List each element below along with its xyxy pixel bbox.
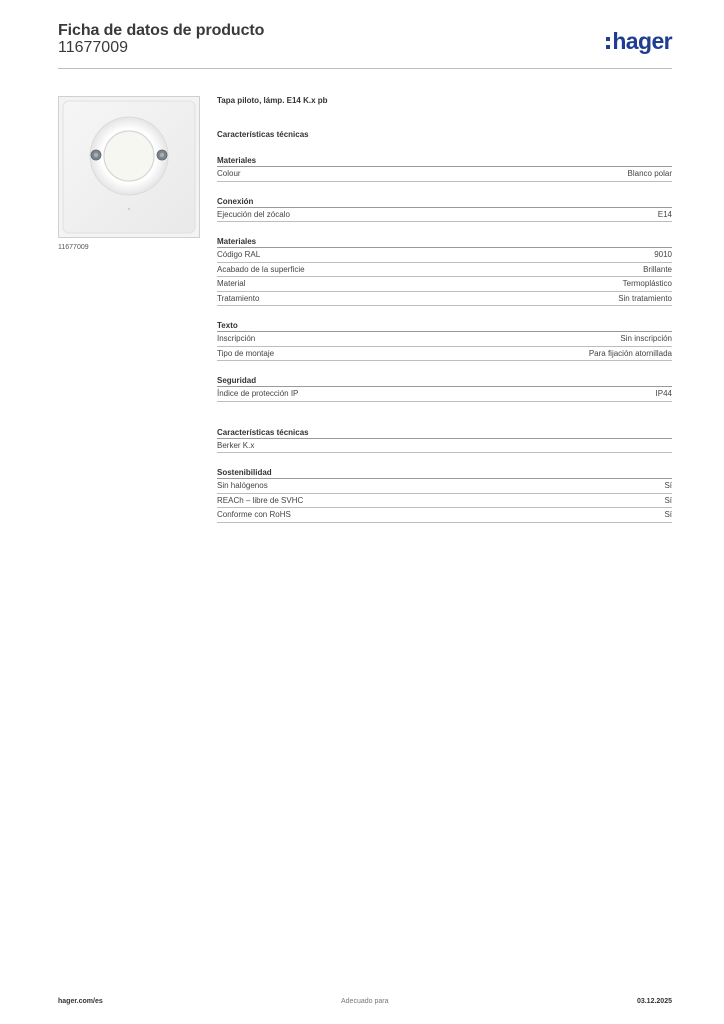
- table-row: [217, 248, 672, 263]
- group-title: Materiales: [217, 156, 672, 167]
- logo-text: hager: [612, 27, 672, 54]
- table-row: [217, 167, 672, 182]
- row-label: Tipo de montaje: [217, 348, 275, 358]
- group-title: Sostenibilidad: [217, 468, 672, 479]
- group-title: Materiales: [217, 237, 672, 248]
- row-value: Sí: [664, 495, 672, 505]
- footer-website-link[interactable]: hager.com/es: [58, 998, 103, 1005]
- row-label: Inscripción: [217, 334, 256, 343]
- row-label: Conforme con RoHS: [217, 510, 291, 519]
- table-row: [217, 508, 672, 523]
- row-label: Código RAL: [217, 250, 261, 259]
- group-title: Conexión: [217, 197, 672, 208]
- product-image: [58, 96, 200, 238]
- row-label: Berker K.x: [217, 440, 255, 450]
- row-label: Material: [217, 279, 246, 288]
- row-value: Blanco polar: [627, 169, 672, 178]
- spec-group: [217, 156, 672, 182]
- footer-suitable-for: Adecuado para: [341, 998, 389, 1005]
- group-title: Características técnicas: [217, 428, 672, 439]
- row-label: Tratamiento: [217, 293, 260, 303]
- row-value: Sin inscripción: [620, 334, 672, 343]
- table-row: [217, 277, 672, 292]
- hager-logo: [606, 28, 672, 54]
- table-row: [217, 263, 672, 278]
- row-label: Acabado de la superficie: [217, 264, 305, 274]
- document-number: 11677009: [58, 39, 128, 56]
- row-value: Para fijación atornillada: [588, 348, 672, 358]
- image-caption: 11677009: [58, 244, 89, 251]
- row-label: REACh – libre de SVHC: [217, 495, 304, 505]
- product-name: Tapa piloto, lámp. E14 K.x pb: [217, 96, 328, 105]
- group-title: Seguridad: [217, 376, 672, 387]
- section-title: Características técnicas: [217, 130, 309, 139]
- pilot-lamp-cover-icon: [59, 97, 199, 237]
- table-row: [217, 208, 672, 223]
- row-value: Brillante: [643, 264, 672, 274]
- spec-group: [217, 197, 672, 223]
- row-value: Sí: [664, 481, 672, 490]
- row-value: Sí: [664, 510, 672, 519]
- footer-date: 03.12.2025: [636, 998, 672, 1005]
- spec-group: [217, 376, 672, 402]
- logo-colon-icon: [606, 37, 610, 49]
- group-title: Texto: [217, 321, 672, 332]
- document-title: Ficha de datos de producto: [58, 22, 265, 39]
- table-row: [217, 479, 672, 494]
- spec-group: [217, 237, 672, 306]
- table-row: [217, 494, 672, 509]
- table-row: [217, 347, 672, 362]
- table-row: [217, 387, 672, 402]
- spec-group: [217, 321, 672, 361]
- page-header: [58, 22, 672, 69]
- row-label: Índice de protección IP: [217, 389, 299, 398]
- row-label: Ejecución del zócalo: [217, 209, 290, 219]
- spec-group: [217, 468, 672, 523]
- row-label: Sin halógenos: [217, 481, 268, 490]
- table-row: [217, 332, 672, 347]
- row-label: Colour: [217, 169, 241, 178]
- page-footer: [58, 998, 672, 1010]
- row-value: Sin tratamiento: [618, 293, 672, 303]
- row-value: E14: [657, 209, 672, 219]
- table-row: [217, 439, 672, 454]
- row-value: IP44: [655, 389, 672, 398]
- row-value: Termoplástico: [622, 279, 672, 288]
- row-value: 9010: [654, 250, 672, 259]
- spec-group: [217, 428, 672, 454]
- table-row: [217, 292, 672, 307]
- specs-content: [217, 96, 672, 523]
